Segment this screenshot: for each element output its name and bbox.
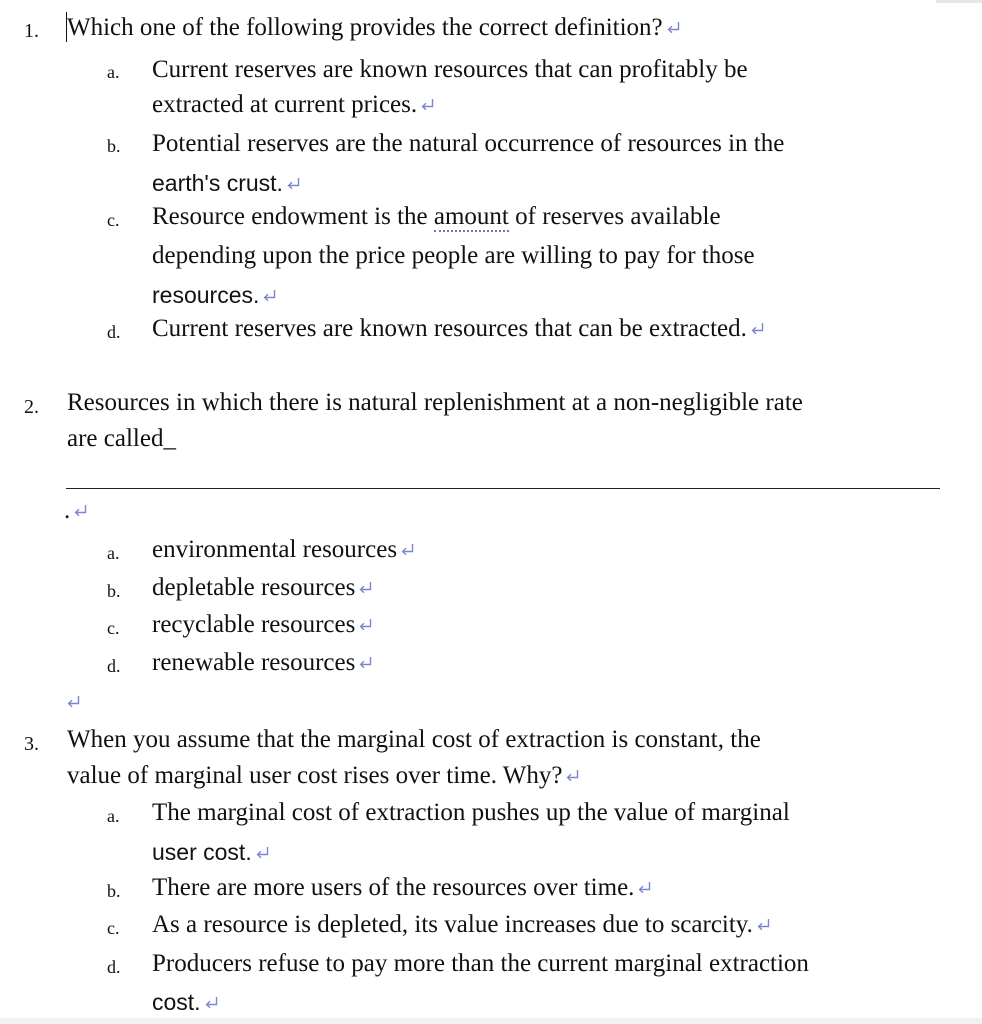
question-3-number: 3.	[24, 733, 39, 755]
spellcheck-underlined-word[interactable]: amount	[433, 203, 509, 230]
question-2-number: 2.	[24, 396, 39, 418]
empty-paragraph	[66, 694, 81, 714]
paragraph-return-icon	[637, 880, 652, 895]
paragraph-return-icon	[204, 995, 219, 1010]
paragraph-return-icon	[565, 768, 580, 783]
question-2-blank-continuation: .	[64, 497, 88, 525]
paragraph-return-icon	[756, 917, 771, 932]
question-2-option-d-letter: d.	[107, 656, 121, 676]
paragraph-return-icon	[420, 97, 435, 112]
answer-blank-line	[66, 488, 940, 489]
question-3-option-c-letter: c.	[107, 918, 120, 938]
question-3-option-d-line-2[interactable]: cost.	[152, 989, 219, 1016]
question-2-option-b[interactable]: depletable resources	[152, 574, 373, 602]
question-1-option-c-line-2[interactable]: depending upon the price people are willing to pay for those	[152, 242, 755, 269]
paragraph-return-icon	[750, 321, 765, 336]
question-1-option-d-letter: d.	[107, 322, 121, 342]
question-1-option-a-letter: a.	[107, 62, 120, 82]
question-1-option-b-line-1[interactable]: Potential reserves are the natural occurrence of resources in the	[152, 130, 785, 157]
question-1-option-c-letter: c.	[107, 210, 120, 230]
question-3-option-a-line-2[interactable]: user cost.	[152, 839, 270, 866]
question-1-option-b-letter: b.	[107, 136, 121, 156]
paragraph-return-icon	[358, 617, 373, 632]
paragraph-return-icon	[262, 288, 277, 303]
paragraph-return-icon	[358, 655, 373, 670]
question-2-option-a[interactable]: environmental resources	[152, 536, 415, 564]
paragraph-return-icon	[66, 694, 81, 709]
question-2-text-line-1[interactable]: Resources in which there is natural replenishment at a non-negligible rate	[67, 389, 803, 416]
question-3-option-a-letter: a.	[107, 806, 120, 826]
top-edge-bar	[936, 0, 982, 3]
question-3-option-a-line-1[interactable]: The marginal cost of extraction pushes up the value of marginal	[152, 799, 790, 826]
question-1-option-c-line-3[interactable]: resources.	[152, 282, 277, 309]
paragraph-return-icon	[358, 580, 373, 595]
question-2-option-c-letter: c.	[107, 618, 120, 638]
paragraph-return-icon	[666, 20, 681, 35]
question-3-option-b[interactable]: There are more users of the resources over time.	[152, 874, 652, 902]
bottom-edge-bar	[0, 1018, 982, 1024]
question-3-option-b-letter: b.	[107, 881, 121, 901]
question-1-option-a-line-2[interactable]: extracted at current prices.	[152, 91, 435, 119]
paragraph-return-icon	[400, 542, 415, 557]
question-2-option-c[interactable]: recyclable resources	[152, 611, 373, 639]
question-1-option-b-line-2[interactable]: earth's crust.	[152, 170, 301, 197]
question-1-option-c-line-1[interactable]: Resource endowment is the amount of reserves available	[152, 203, 721, 230]
question-3-option-c[interactable]: As a resource is depleted, its value increases due to scarcity.	[152, 911, 771, 939]
paragraph-return-icon	[73, 503, 88, 518]
question-1-number: 1.	[24, 20, 39, 42]
question-2-text-line-2[interactable]: are called_	[67, 425, 176, 452]
question-2-option-d[interactable]: renewable resources	[152, 649, 373, 677]
question-1-option-a-line-1[interactable]: Current reserves are known resources that can profitably be	[152, 56, 748, 83]
question-3-text-line-2[interactable]: value of marginal user cost rises over time. Why?	[67, 762, 580, 790]
paragraph-return-icon	[255, 845, 270, 860]
question-3-option-d-line-1[interactable]: Producers refuse to pay more than the current marginal extraction	[152, 950, 809, 977]
question-1-text-line-1: Which one of the following provides the correct definition?	[67, 14, 663, 41]
paragraph-return-icon	[286, 176, 301, 191]
question-3-option-d-letter: d.	[107, 957, 121, 977]
question-1-option-d-line-1[interactable]: Current reserves are known resources that can be extracted.	[152, 315, 765, 343]
question-2-option-b-letter: b.	[107, 581, 121, 601]
question-3-text-line-1[interactable]: When you assume that the marginal cost of extraction is constant, the	[67, 726, 761, 753]
question-1-text[interactable]	[67, 14, 681, 42]
question-2-option-a-letter: a.	[107, 543, 120, 563]
